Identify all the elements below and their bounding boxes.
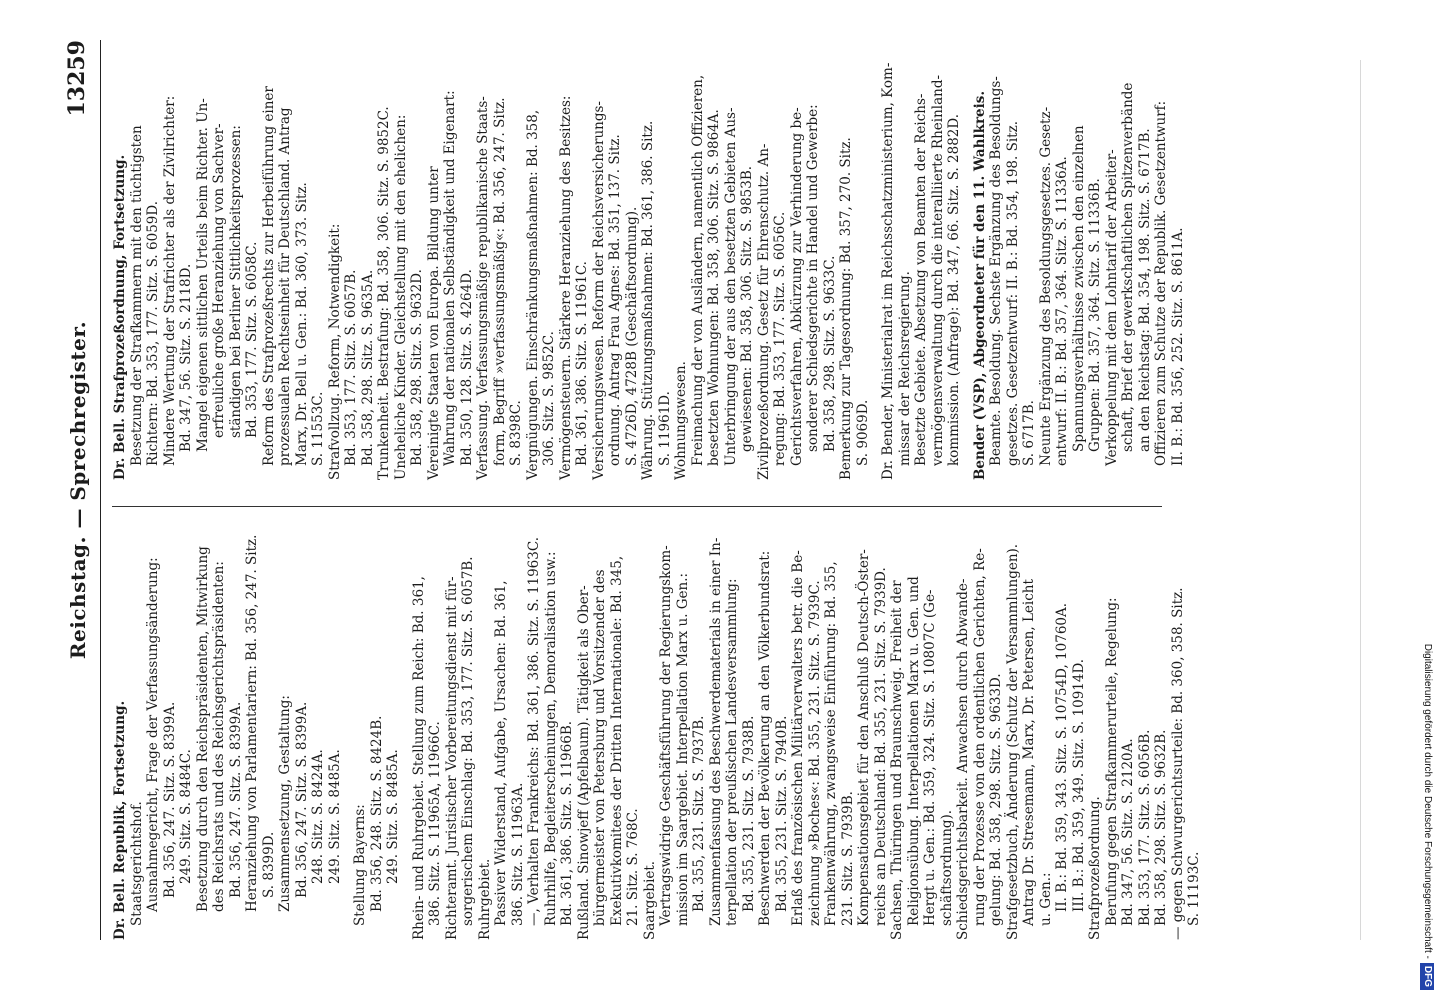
- register-line: form, Begriff »verfassungsmäßig«: Bd. 356, 247. Sitz.: [491, 97, 508, 466]
- register-line: Mangel eigenen sittlichen Urteils beim Richter. Un-: [194, 98, 211, 452]
- register-line: Schiedsgerichtsbarkeit. Anwachsen durch Abwande-: [955, 578, 971, 940]
- register-line: mission im Saargebiet. Interpellation Marx u. Gen.:: [674, 572, 691, 926]
- register-line: Uneheliche Kinder. Gleichstellung mit den ehelichen:: [392, 114, 409, 480]
- register-line: Zusammensetzung, Gestaltung:: [277, 695, 293, 912]
- register-line: Verkoppelung mit dem Lohntarif der Arbeiter-: [1103, 149, 1120, 466]
- register-line: Beschwerden der Bevölkerung an den Völkerbundsrat:: [757, 550, 773, 926]
- register-line: regung: Bd. 353, 177. Sitz. S. 6056C.: [772, 211, 788, 466]
- register-line: Vermögensteuern. Stärkere Heranziehung des Besitzes:: [557, 95, 574, 480]
- left-column: [112, 520, 1203, 940]
- register-line: Bd. 353, 177. Sitz. S. 6056B.: [1136, 729, 1153, 926]
- register-line: vermögensverwaltung durch die interalliierte Rheinland-: [929, 74, 946, 466]
- register-line: — gegen Schwurgerichtsurteile: Bd. 360, 358. Sitz.: [1169, 587, 1186, 940]
- register-line: entwurf: II. B.: Bd. 357, 364. Sitz. S. 11336A.: [1054, 156, 1070, 466]
- register-line: Passiver Widerstand, Aufgabe, Ursachen: Bd. 361,: [493, 580, 509, 926]
- register-line: Beamte. Besoldung. Sechste Ergänzung des Besoldungs-: [988, 76, 1004, 466]
- page-number: 13259: [64, 40, 90, 117]
- spacer: [963, 60, 972, 480]
- register-line: Unterbringung der aus den besetzten Gebieten Aus-: [722, 107, 739, 466]
- register-line: rung der Prozesse von den ordentlichen Gerichten, Re-: [971, 548, 988, 926]
- register-line: kommission. (Anfrage): Bd. 347, 66. Sitz. S. 2882D.: [946, 113, 962, 466]
- register-line: Bd. 355, 231. Sitz. S. 7938B.: [740, 715, 757, 912]
- register-line: Religionsübung. Interpellationen Marx u. Gen. und: [905, 576, 922, 926]
- register-line: missar der Reichsregierung.: [896, 271, 913, 466]
- register-line: 21. Sitz. S. 768C.: [625, 808, 641, 926]
- register-line: 248. Sitz. S. 8424A.: [310, 749, 326, 884]
- register-line: Bd. 358, 298. Sitz. S. 9633C.: [821, 255, 838, 452]
- register-line: Währung. Stützungsmaßnahmen: Bd. 361, 386. Sitz.: [640, 120, 656, 480]
- register-line: Besetzte Gebiete. Absetzung von Beamten der Reichs-: [913, 93, 929, 466]
- register-line: S. 8399D.: [260, 831, 277, 898]
- attribution-text: Digitalisierung gefördert durch die Deutsche Forschungsgemeinschaft -: [1422, 643, 1433, 959]
- register-line: Verfassung. Verfassungsmäßige republikanische Staats-: [475, 96, 491, 480]
- register-line: II. B.: Bd. 356, 252. Sitz. S. 8611A.: [1169, 227, 1186, 466]
- register-line: terpellation der preußischen Landesversammlung:: [724, 578, 740, 926]
- register-line: Wahrung der nationalen Selbständigkeit und Eigenart:: [442, 90, 458, 466]
- register-line: 249. Sitz. S. 8484C.: [178, 749, 194, 884]
- register-line: Staatsgerichtshof.: [128, 801, 145, 926]
- register-line: Frankenwährung, zwangsweise Einführung: Bd. 355,: [823, 561, 839, 926]
- register-line: Wohnungswesen.: [673, 361, 689, 480]
- register-line: Bd. 356, 247. Sitz. S. 8399A.: [293, 701, 310, 898]
- register-line: Bd. 358, 298. Sitz. S. 9632B.: [1153, 729, 1169, 926]
- register-line: gewiesenen: Bd. 358, 306. Sitz. S. 9853B.: [739, 165, 755, 452]
- register-line: Bd. 347, 56. Sitz. S. 2118D.: [178, 263, 194, 452]
- register-line: Vertragswidrige Geschäftsführung der Regierungskom-: [658, 545, 674, 926]
- register-line: Bd. 350, 128. Sitz. S. 4264D.: [458, 269, 475, 466]
- register-line: Versicherungswesen. Reform der Reichsversicherungs-: [590, 101, 607, 480]
- register-line: Heranziehung von Parlamentariern: Bd. 356, 247. Sitz.: [244, 534, 260, 912]
- register-line: S. 9069D.: [854, 399, 871, 466]
- register-line: ständigen bei Berliner Sittlichkeitsprozessen:: [227, 125, 244, 438]
- register-line: Trunkenheit. Bestrafung: Bd. 358, 306. Sitz. S. 9852C.: [376, 106, 392, 480]
- register-line: gelung: Bd. 358, 298. Sitz. S. 9633D.: [988, 673, 1004, 926]
- register-line: Strafvollzug. Reform, Notwendigkeit:: [326, 223, 343, 480]
- right-column: [112, 60, 1186, 480]
- register-line: Richteramt. Juristischer Vorbereitungsdienst mit für-: [443, 576, 460, 940]
- register-line: Bd. 361, 386. Sitz. S. 11961C.: [574, 261, 590, 466]
- spacer: [871, 60, 880, 480]
- register-line: Neunte Ergänzung des Besoldungsgesetzes. Gesetz-: [1037, 106, 1054, 466]
- register-line: Dr. Bender, Ministerialrat im Reichsschatzministerium, Kom-: [880, 62, 896, 480]
- register-line: Bd. 353, 177. Sitz. S. 6057B.: [343, 269, 359, 466]
- register-line: S. 11193C.: [1186, 851, 1202, 926]
- register-line: sonderer Schiedsgerichte in Handel und Gewerbe:: [805, 104, 821, 452]
- register-line: Antrag Dr. Stresemann, Marx, Dr. Petersen, Leicht: [1021, 579, 1037, 926]
- register-line: Stellung Bayerns:: [352, 804, 368, 926]
- register-line: S. 6717B.: [1021, 400, 1037, 466]
- register-line: besetzten Wohnungen: Bd. 358, 306. Sitz. S. 9864A.: [706, 109, 722, 466]
- register-line: Gruppen: Bd. 357, 364. Sitz. S. 11336B.: [1087, 178, 1103, 452]
- register-line: S. 11961D.: [656, 391, 673, 466]
- register-line: Ausnahmegericht, Frage der Verfassungsänderung:: [145, 557, 161, 912]
- register-line: Strafprozeßordnung.: [1087, 796, 1103, 940]
- register-line: gesetzes. Gesetzentwurf: II. B.: Bd. 354, 198. Sitz.: [1004, 120, 1021, 466]
- register-line: reichs an Deutschland: Bd. 355, 231. Sitz. S. 7939D.: [872, 567, 889, 926]
- attribution-strip: [1420, 10, 1434, 990]
- page-header: [60, 40, 101, 940]
- register-line: Erlaß des französischen Militärverwalters betr. die Be-: [790, 550, 806, 926]
- register-line: —, Verhalten Frankreichs: Bd. 361, 386. Sitz. S. 11963C.: [526, 537, 542, 926]
- register-line: 386. Sitz. S. 11965A, 11966C.: [427, 721, 443, 926]
- register-line: Bd. 356, 247. Sitz. S. 8399A.: [161, 701, 178, 898]
- register-line: Bd. 358, 298. Sitz. S. 9635A.: [359, 269, 376, 466]
- register-line: Strafgesetzbuch, Änderung (Schutz der Versammlungen).: [1004, 543, 1021, 940]
- register-line: sorgerischem Einschlag: Bd. 353, 177. Sitz. S. 6057B.: [460, 556, 476, 926]
- register-line: schaft, Brief der gewerkschaftlichen Spitzenverbände: [1120, 82, 1136, 452]
- register-line: 249. Sitz. S. 8485A.: [385, 749, 401, 884]
- register-line: Richtern: Bd. 353, 177. Sitz. S. 6059D.: [145, 200, 161, 466]
- register-line: Berufung gegen Strafkammerurteile, Regelung:: [1103, 597, 1120, 926]
- register-line: S. 4726D, 4728B (Geschäftsordnung).: [623, 206, 640, 466]
- register-line: Bd. 358, 298. Sitz. S. 9632D.: [409, 269, 425, 466]
- register-line: Gerichtsverfahren, Abkürzung zur Verhinderung be-: [788, 107, 805, 466]
- register-line: bürgermeister von Petersburg und Vorsitzender des: [592, 569, 608, 926]
- spacer: [402, 520, 411, 940]
- register-line: Spannungsverhältnisse zwischen den einzelnen: [1070, 125, 1087, 452]
- register-line: Bemerkung zur Tagesordnung: Bd. 357, 270. Sitz.: [838, 137, 854, 480]
- register-line: Bd. 347, 56. Sitz. S. 2120A.: [1120, 738, 1136, 926]
- register-line: Rußland. Sinowjeff (Apfelbaum). Tätigkeit als Ober-: [575, 585, 592, 940]
- register-line: des Reichsrats und des Reichsgerichtspräsidenten:: [211, 561, 227, 912]
- register-line: Exekutivkomitees der Dritten Internationale: Bd. 345,: [608, 555, 625, 926]
- register-line: ordnung. Antrag Frau Agnes: Bd. 351, 137. Sitz.: [607, 134, 623, 466]
- register-line: Kompensationsgebiet für den Anschluß Deutsch-Öster-: [856, 549, 872, 926]
- column-divider: [112, 506, 1162, 507]
- register-line: Mindere Wertung der Strafrichter als der Zivilrichter:: [161, 95, 178, 466]
- register-line: 249. Sitz. S. 8485A.: [326, 749, 343, 884]
- register-line: Bd. 361, 386. Sitz. S. 11966B.: [559, 720, 575, 926]
- register-line: Reform des Strafprozeßrechts zur Herbeiführung einer: [260, 86, 277, 466]
- register-line: S. 11553C.: [310, 391, 326, 466]
- register-line: Offizieren zum Schutze der Republik. Gesetzentwurf:: [1153, 100, 1169, 466]
- register-line: schäftsordnung).: [938, 809, 955, 926]
- register-line: Vereinigte Staaten von Europa. Bildung unter: [425, 166, 442, 480]
- register-line: S. 8398C.: [508, 400, 524, 466]
- dfg-logo: DFG: [1420, 963, 1434, 990]
- register-line: Bd. 353, 177. Sitz. S. 6058C.: [244, 241, 260, 438]
- register-line: Besetzung durch den Reichspräsidenten, Mitwirkung: [194, 546, 211, 912]
- register-line: Ruhrgebiet.: [476, 858, 493, 940]
- register-line: Bd. 356, 248. Sitz. S. 8424B.: [368, 715, 385, 912]
- register-line: Bd. 356, 247. Sitz. S. 8399A.: [227, 701, 244, 898]
- register-line: Vergnügungen. Einschränkungsmaßnahmen: Bd. 358,: [524, 109, 541, 480]
- register-line: Zusammenfassung des Beschwerdematerials in einer In-: [707, 537, 724, 926]
- register-line: 231. Sitz. S. 7939B.: [839, 791, 856, 926]
- register-line: III. B.: Bd. 359, 349. Sitz. S. 10914D.: [1070, 658, 1087, 912]
- register-line: Saargebiet.: [641, 860, 658, 940]
- register-line: Sachsen, Thüringen und Braunschweig. Freiheit der: [889, 580, 905, 940]
- register-line: erfreuliche große Heranziehung von Sachver-: [211, 123, 227, 438]
- register-line: 306. Sitz. S. 9852C.: [541, 331, 557, 466]
- register-line: Bender (VSP), Abgeordneter für den 11. Wahlkreis.: [971, 90, 988, 480]
- register-line: 386. Sitz. S. 11963A.: [509, 782, 526, 926]
- register-line: Zivilprozeßordnung. Gesetz für Ehrenschutz. An-: [755, 143, 772, 480]
- register-line: Dr. Bell. Republik, Fortsetzung.: [112, 700, 128, 940]
- register-line: Marx, Dr. Bell u. Gen.: Bd. 360, 373. Sitz.: [293, 182, 310, 466]
- register-line: Rhein- und Ruhrgebiet. Stellung zum Reich: Bd. 361,: [410, 576, 427, 940]
- register-line: an den Reichstag: Bd. 354, 198. Sitz. S. 6717B.: [1136, 128, 1153, 452]
- register-line: II. B.: Bd. 359, 343. Sitz. S. 10754D, 10760A.: [1054, 602, 1070, 912]
- running-title: Reichstag. — Sprechregister.: [66, 320, 90, 660]
- register-line: Dr. Bell. Strafprozeßordnung, Fortsetzung.: [112, 154, 128, 480]
- register-line: u. Gen.:: [1037, 872, 1054, 926]
- register-line: Bd. 355, 231. Sitz. S. 7940B.: [773, 715, 790, 912]
- spacer: [343, 520, 352, 940]
- register-line: Freimachung der von Ausländern, namentlich Offizieren,: [689, 74, 706, 466]
- register-line: prozessualen Rechtseinheit für Deutschland. Antrag: [277, 107, 293, 466]
- register-line: Hergt u. Gen.: Bd. 359, 324. Sitz. S. 10807C (Ge-: [922, 589, 938, 926]
- register-line: Ruhrhilfe, Begleiterscheinungen, Demoralisation usw.:: [542, 551, 559, 926]
- register-line: Besetzung der Strafkammern mit den tüchtigsten: [128, 125, 145, 466]
- register-line: Bd. 355, 231. Sitz. S. 7937B.: [691, 715, 707, 912]
- register-line: zeichnung »Boches«: Bd. 355, 231. Sitz. S. 7939C.: [806, 580, 823, 926]
- scan-edge: [1360, 60, 1361, 940]
